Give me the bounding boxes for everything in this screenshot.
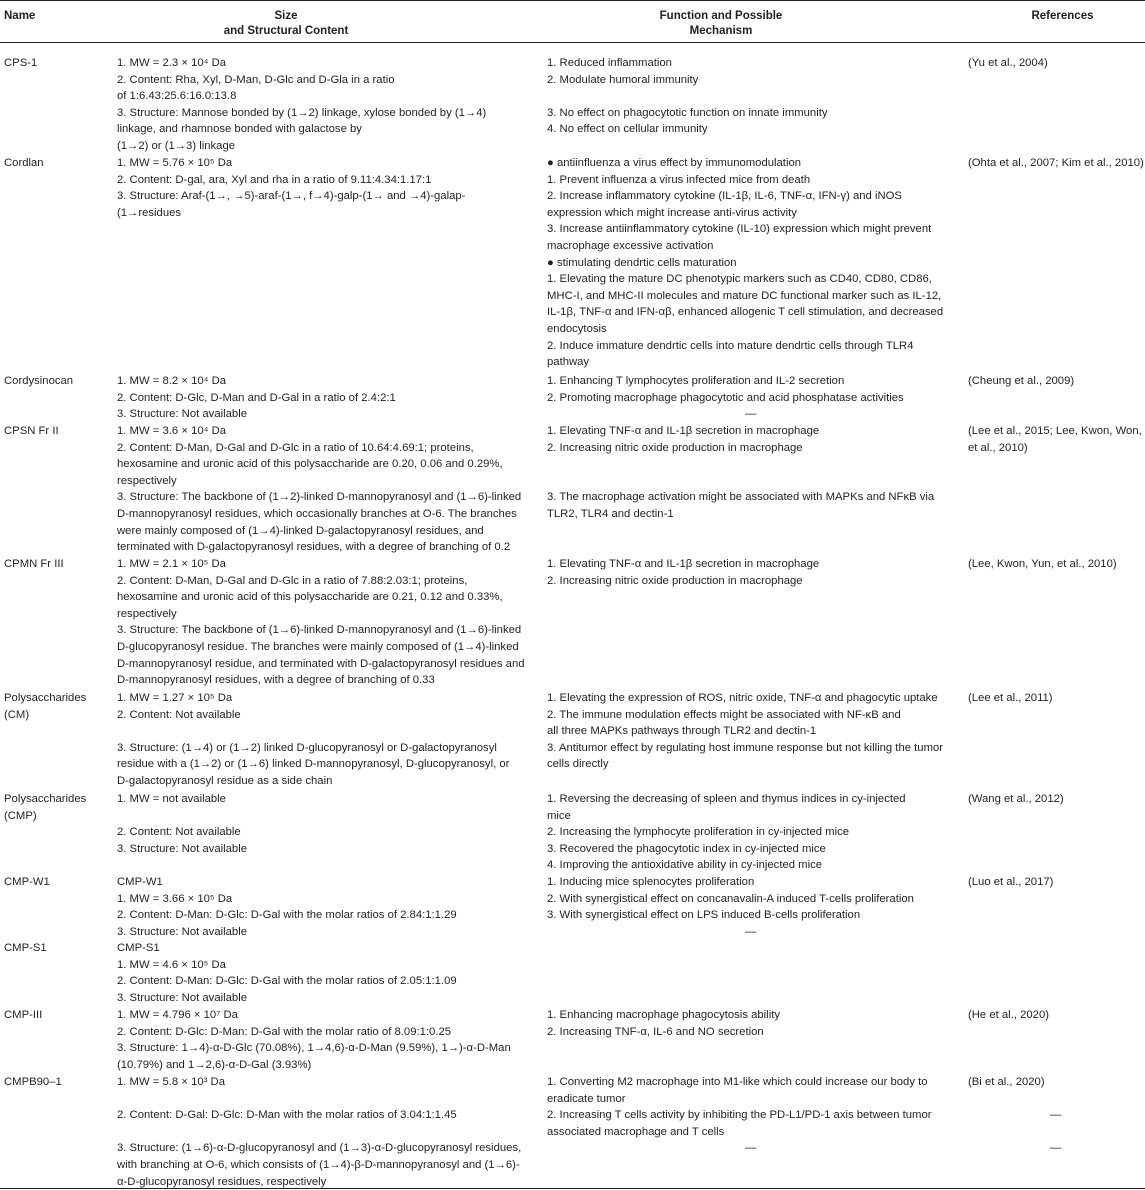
cell-size-line: 2. Content: D-gal, ara, Xyl and rha in a ratio of 9.11:4.34:1.17:1 <box>117 173 432 186</box>
cell-func-line: 2. Increase inflammatory cytokine (IL-1β, IL-6, TNF-α, IFN-γ) and iNOS <box>547 190 902 203</box>
cell-func-line: pathway <box>547 356 590 369</box>
cell-size-line: linkage, and rhamnose bonded with galactose by <box>117 123 362 136</box>
cell-size-line: CMP-W1 <box>117 876 163 888</box>
cell-size-line: terminated with D-galactopyranosyl residues, with a degree of branching of 0.2 <box>117 541 511 554</box>
cell-func-line: endocytosis <box>547 323 607 335</box>
cell-size-line: residue with a (1→2) or (1→6) linked D-mannopyranosyl, D-glucopyranosyl, or <box>117 758 510 771</box>
cell-size-line: hexosamine and uronic acid of this polysaccharide are 0.21, 0.12 and 0.33%, <box>117 591 503 604</box>
cell-name-line: CMPB90–1 <box>4 1076 62 1088</box>
cell-func-line: 3. No effect on phagocytotic function on innate immunity <box>547 106 828 119</box>
cell-size-line: 1. MW = not available <box>117 793 226 805</box>
cell-func-line: 1. Enhancing macrophage phagocytosis ability <box>547 1009 780 1021</box>
cell-size-line: 2. Content: D-Man: D-Glc: D-Gal with the molar ratios of 2.05:1:1.09 <box>117 975 457 988</box>
cell-func-line: mice <box>547 809 571 822</box>
cell-func-line: 2. The immune modulation effects might be associated with NF-κB and <box>547 708 901 721</box>
cell-size-line: D-mannopyranosyl residues, with a degree of branching of 0.33 <box>117 674 435 687</box>
cell-name-line: CPSN Fr II <box>4 425 59 437</box>
cell-func-line: 2. Increasing nitric oxide production in macrophage <box>547 574 803 587</box>
cell-size-line: 2. Content: Rha, Xyl, D-Man, D-Glc and D-Gla in a ratio <box>117 73 395 86</box>
cell-func-line: — <box>745 1142 757 1155</box>
cell-refs-line: (Lee et al., 2011) <box>968 692 1053 704</box>
cell-size-line: (10.79%) and 1→2,6)-α-D-Gal (3.93%) <box>117 1058 312 1071</box>
cell-func-line: 2. Promoting macrophage phagocytotic and acid phosphatase activities <box>547 391 904 404</box>
cell-func-line: all three MAPKs pathways through TLR2 and dectin-1 <box>547 725 817 738</box>
cell-name-line: Cordysinocan <box>4 375 74 387</box>
header-function: Function and Possible Mechanism <box>659 10 783 37</box>
cell-size-line: 1. MW = 3.66 × 10⁵ Da <box>117 892 233 905</box>
cell-func-line: IL-1β, TNF-α and IFN-αβ, enhanced allogenic T cell stimulation, and decreased <box>547 306 944 319</box>
cell-name-line: CMP-III <box>4 1009 43 1021</box>
cell-size-line: 2. Content: D-Gal: D-Glc: D-Man with the molar ratios of 3.04:1:1.45 <box>117 1109 457 1122</box>
cell-size-line: 2. Content: D-Man, D-Gal and D-Glc in a ratio of 10.64:4.69:1; proteins, <box>117 441 474 454</box>
cell-size-line: 3. Structure: Not available <box>117 925 247 938</box>
cell-func-line: associated macrophage and T cells <box>547 1125 725 1138</box>
cell-func-line: macrophage excessive activation <box>547 240 714 252</box>
cell-size-line: (1→residues <box>117 206 182 219</box>
cell-func-line: TLR2, TLR4 and dectin-1 <box>547 508 674 520</box>
cell-refs-line: (Lee et al., 2015; Lee, Kwon, Won, <box>968 425 1142 437</box>
cell-name-line: Cordlan <box>4 157 44 169</box>
cell-name-line: (CM) <box>4 708 30 721</box>
cell-func-line: 1. Converting M2 macrophage into M1-like which could increase our body to <box>547 1076 928 1088</box>
cell-func-line: 1. Prevent influenza a virus infected mice from death <box>547 173 811 186</box>
cell-func-line: expression which might increase anti-virus activity <box>547 206 797 219</box>
cell-size-line: 1. MW = 5.8 × 10³ Da <box>117 1076 225 1088</box>
cell-func-line: 3. The macrophage activation might be associated with MAPKs and NFκB via <box>547 491 935 504</box>
cell-size-line: 3. Structure: The backbone of (1→2)-linked D-mannopyranosyl and (1→6)-linked <box>117 491 522 504</box>
cell-size-line: CMP-S1 <box>117 942 160 954</box>
cell-name-line: CMP-S1 <box>4 942 47 954</box>
cell-func-line: 1. Elevating TNF-α and IL-1β secretion in macrophage <box>547 558 820 570</box>
cell-size-line: of 1:6.43:25.6:16.0:13.8 <box>117 90 237 103</box>
cell-size-line: 2. Content: D-Glc: D-Man: D-Gal with the molar ratio of 8.09:1:0.25 <box>117 1025 452 1038</box>
header-references: References <box>1031 10 1094 22</box>
cell-size-line: 1. MW = 2.3 × 10⁴ Da <box>117 57 227 69</box>
cell-size-line: D-mannopyranosyl residues, which occasionally branches at O-6. The branches <box>117 508 517 520</box>
cell-func-line: 1. Enhancing T lymphocytes proliferation and IL-2 secretion <box>547 375 845 387</box>
cell-name-line: Polysaccharides <box>4 692 87 704</box>
cell-refs-line: (Ohta et al., 2007; Kim et al., 2010) <box>968 157 1144 169</box>
cell-size-line: α-D-glucopyranosyl residues, respectively <box>117 1175 327 1188</box>
cell-size-line: 1. MW = 5.76 × 10⁵ Da <box>117 157 233 169</box>
cell-func-line: cells directly <box>547 758 609 771</box>
cell-size-line: D-glucopyranosyl residue. The branches were mainly composed of (1→4)-linked <box>117 641 519 653</box>
cell-size-line: 1. MW = 2.1 × 10⁵ Da <box>117 558 226 570</box>
cell-refs-line: (Bi et al., 2020) <box>968 1076 1045 1088</box>
cell-func-line: 2. Modulate humoral immunity <box>547 73 699 86</box>
cell-size-line: hexosamine and uronic acid of this polysaccharide are 0.20, 0.06 and 0.29%, <box>117 458 503 471</box>
cell-refs-line: (Lee, Kwon, Yun, et al., 2010) <box>968 558 1117 570</box>
cell-func-line: 2. Increasing T cells activity by inhibiting the PD-L1/PD-1 axis between tumor <box>547 1109 932 1122</box>
cell-size-line: 3. Structure: Not available <box>117 842 247 855</box>
cell-size-line: 1. MW = 3.6 × 10⁴ Da <box>117 425 227 437</box>
cell-func-line: 1. Reduced inflammation <box>547 57 672 69</box>
cell-size-line: 3. Structure: Mannose bonded by (1→2) linkage, xylose bonded by (1→4) <box>117 106 487 119</box>
cell-size-line: 2. Content: D-Glc, D-Man and D-Gal in a ratio of 2.4:2:1 <box>117 391 396 404</box>
cell-refs-line: (Cheung et al., 2009) <box>968 375 1075 387</box>
cell-refs-line: — <box>1050 1142 1062 1155</box>
cell-func-line: 2. Induce immature dendrtic cells into mature dendrtic cells through TLR4 <box>547 339 914 352</box>
cell-func-line: MHC-I, and MHC-II molecules and mature DC functional marker such as IL-12, <box>547 289 942 302</box>
cell-func-line: 4. No effect on cellular immunity <box>547 123 708 136</box>
cell-size-line: 2. Content: Not available <box>117 708 241 721</box>
cell-func-line: 1. Elevating the mature DC phenotypic markers such as CD40, CD80, CD86, <box>547 273 932 286</box>
cell-func-line: 3. Recovered the phagocytotic index in cy-injected mice <box>547 842 826 855</box>
cell-func-line: 1. Elevating the expression of ROS, nitric oxide, TNF-α and phagocytic uptake <box>547 692 938 704</box>
cell-size-line: (1→2) or (1→3) linkage <box>117 140 236 152</box>
cell-func-line: 2. With synergistical effect on concanavalin-A induced T-cells proliferation <box>547 892 914 905</box>
cell-size-line: 1. MW = 4.796 × 10⁷ Da <box>117 1009 238 1021</box>
cell-size-line: 2. Content: D-Man, D-Gal and D-Glc in a ratio of 7.88:2.03:1; proteins, <box>117 574 468 587</box>
cell-func-line: ● stimulating dendrtic cells maturation <box>547 256 737 269</box>
cell-name-line: CPMN Fr III <box>4 558 64 570</box>
header-size: Size and Structural Content <box>223 10 349 37</box>
cell-size-line: 3. Structure: 1→4)-α-D-Glc (70.08%), 1→4,6)-α-D-Man (9.59%), 1→)-α-D-Man <box>117 1042 511 1055</box>
cell-size-line: 3. Structure: Araf-(1→, →5)-araf-(1→, f→4)-galp-(1→ and →4)-galap- <box>117 190 466 203</box>
cell-func-line: 3. With synergistical effect on LPS induced B-cells proliferation <box>547 909 861 922</box>
cell-refs-line: (He et al., 2020) <box>968 1009 1050 1021</box>
cell-size-line: were mainly composed of (1→4)-linked D-galactopyranosyl residues, and <box>117 524 484 537</box>
cell-refs-line: (Wang et al., 2012) <box>968 793 1064 805</box>
cell-size-line: respectively <box>117 607 177 620</box>
cell-size-line: with branching at O-6, which consists of (1→4)-β-D-mannopyranosyl and (1→6)- <box>117 1159 520 1171</box>
cell-func-line: 1. Reversing the decreasing of spleen and thymus indices in cy-injected <box>547 793 906 805</box>
cell-name-line: (CMP) <box>4 809 37 822</box>
header-name: Name <box>4 10 36 22</box>
cell-size-line: 3. Structure: Not available <box>117 991 247 1004</box>
cell-name-line: CPS-1 <box>4 57 38 69</box>
cell-size-line: 3. Structure: Not available <box>117 408 247 421</box>
cell-func-line: 2. Increasing the lymphocyte proliferation in cy-injected mice <box>547 826 850 839</box>
table-bottom-rule <box>0 1188 1145 1189</box>
cell-size-line: 1. MW = 4.6 × 10⁵ Da <box>117 958 226 971</box>
cell-func-line: 1. Inducing mice splenocytes proliferation <box>547 876 755 888</box>
cell-refs-line: — <box>1050 1109 1062 1122</box>
cell-func-line: 3. Increase antiinflammatory cytokine (IL-10) expression which might prevent <box>547 223 932 236</box>
cell-size-line: respectively <box>117 474 177 487</box>
cell-name-line: Polysaccharides <box>4 793 87 805</box>
cell-func-line: eradicate tumor <box>547 1092 626 1105</box>
cell-func-line: — <box>745 925 757 938</box>
cell-size-line: 1. MW = 1.27 × 10⁵ Da <box>117 692 233 704</box>
cell-func-line: 4. Improving the antioxidative ability in cy-injected mice <box>547 859 823 872</box>
cell-func-line: 2. Increasing nitric oxide production in macrophage <box>547 441 803 454</box>
cell-size-line: D-galactopyranosyl residue as a side chain <box>117 775 333 787</box>
cell-refs-line: et al., 2010) <box>968 441 1028 454</box>
cell-size-line: 3. Structure: (1→4) or (1→2) linked D-glucopyranosyl or D-galactopyranosyl <box>117 741 497 754</box>
cell-func-line: 1. Elevating TNF-α and IL-1β secretion in macrophage <box>547 425 820 437</box>
cell-func-line: 2. Increasing TNF-α, IL-6 and NO secretion <box>547 1025 764 1038</box>
table-header <box>0 0 1145 43</box>
cell-size-line: 2. Content: Not available <box>117 826 241 839</box>
cell-func-line: — <box>745 408 757 421</box>
cell-size-line: 3. Structure: The backbone of (1→6)-linked D-mannopyranosyl and (1→6)-linked <box>117 624 522 637</box>
cell-size-line: D-mannopyranosyl residue, and terminated with D-galactopyranosyl residues and <box>117 657 525 670</box>
cell-func-line: ● antiinfluenza a virus effect by immunomodulation <box>547 157 802 169</box>
cell-name-line: CMP-W1 <box>4 876 50 888</box>
cell-size-line: 1. MW = 8.2 × 10⁴ Da <box>117 375 227 387</box>
cell-func-line: 3. Antitumor effect by regulating host immune response but not killing the tumor <box>547 741 944 754</box>
cell-refs-line: (Luo et al., 2017) <box>968 876 1054 888</box>
cell-refs-line: (Yu et al., 2004) <box>968 57 1048 69</box>
cell-size-line: 2. Content: D-Man: D-Glc: D-Gal with the molar ratios of 2.84:1:1.29 <box>117 909 457 922</box>
cell-size-line: 3. Structure: (1→6)-α-D-glucopyranosyl and (1→3)-α-D-glucopyranosyl residues, <box>117 1142 522 1155</box>
